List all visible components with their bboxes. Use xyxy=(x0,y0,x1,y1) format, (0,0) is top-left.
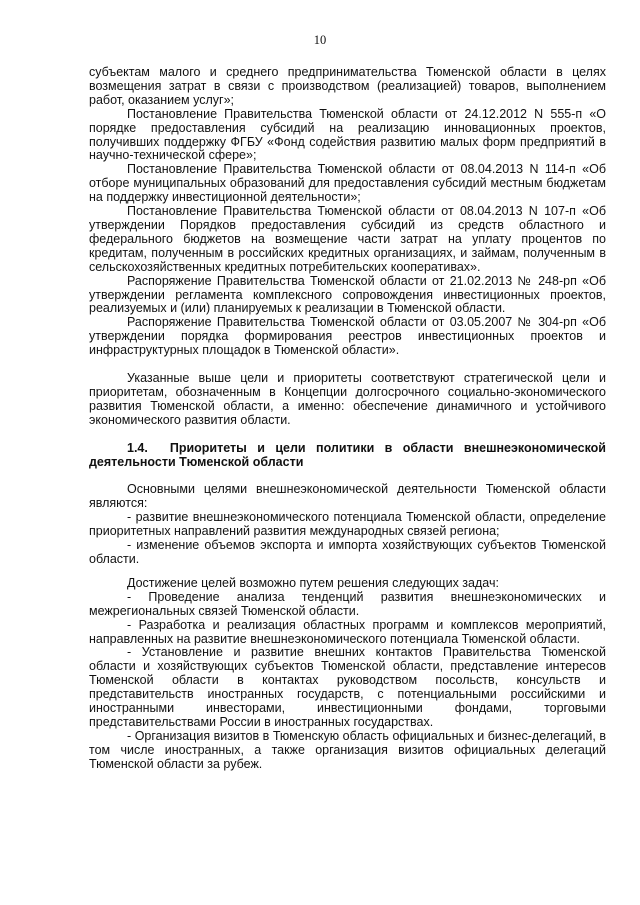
paragraph: Постановление Правительства Тюменской области от 08.04.2013 N 107-п «Об утверждении Порядков предоставления субсидий из средств областного и федерального бюджетов на возмещение части затрат на уплату процентов по кредитам, полученным в российских кредитных организациях, и займам, полученным в сельскохозяйственных кредитных потребительских кооперативах». xyxy=(89,204,606,274)
task-item: - Разработка и реализация областных программ и комплексов мероприятий, направленных на развитие внешнеэкономического потенциала Тюменской области. xyxy=(89,617,606,646)
tasks-intro: Достижение целей возможно путем решения следующих задач: xyxy=(127,575,499,590)
paragraph: Постановление Правительства Тюменской области от 08.04.2013 N 114-п «Об отборе муниципальных образований для предоставления субсидий местным бюджетам на поддержку инвестиционной деятельности»; xyxy=(89,162,606,205)
task-item: - Установление и развитие внешних контактов Правительства Тюменской области и хозяйствующих субъектов Тюменской области, представление интересов Тюменской области в контактах руководством посольств, консульств и представительств иностранных государств, с потенциальными российскими и иностранными инвесторами, инвестиционными фондами, торговыми представительствами России в иностранных государствах. xyxy=(89,645,606,729)
section-title: Приоритеты и цели политики в области внешнеэкономической деятельности Тюменской области xyxy=(89,440,606,469)
task-item: - Организация визитов в Тюменскую область официальных и бизнес-делегаций, в том числе иностранных, а также организация визитов официальных делегаций Тюменской области за рубеж. xyxy=(89,728,606,771)
paragraph: Постановление Правительства Тюменской области от 24.12.2012 N 555-п «О порядке предоставления субсидий на реализацию инновационных проектов, получивших поддержку ФГБУ «Фонд содействия развитию малых форм предприятий в научно-технической сфере»; xyxy=(89,106,606,163)
section-number: 1.4. xyxy=(127,440,148,455)
section-heading xyxy=(89,442,606,470)
document-body xyxy=(89,66,606,772)
goal-item: - развитие внешнеэкономического потенциала Тюменской области, определение приоритетных направлений развития международных связей региона; xyxy=(89,510,606,539)
paragraph: Распоряжение Правительства Тюменской области от 03.05.2007 № 304-рп «Об утверждении порядка формирования реестров инвестиционных проектов и инфраструктурных площадок в Тюменской области». xyxy=(89,315,606,358)
goal-item: - изменение объемов экспорта и импорта хозяйствующих субъектов Тюменской области. xyxy=(89,538,606,566)
page-number: 10 xyxy=(313,33,327,47)
paragraph: Распоряжение Правительства Тюменской области от 21.02.2013 № 248-рп «Об утверждении регламента комплексного сопровождения инвестиционных проектов, реализуемых и (или) планируемых к реализации в Тюменской области. xyxy=(89,273,606,316)
task-item: - Проведение анализа тенденций развития внешнеэкономических и межрегиональных связей Тюменской области. xyxy=(89,589,606,618)
goals-intro: Основными целями внешнеэкономической деятельности Тюменской области являются: xyxy=(89,482,606,511)
paragraph: субъектам малого и среднего предпринимательства Тюменской области в целях возмещения затрат в связи с производством (реализацией) товаров, выполнением работ, оказанием услуг»; xyxy=(89,65,606,107)
summary-paragraph: Указанные выше цели и приоритеты соответствуют стратегической цели и приоритетам, обозначенным в Концепции долгосрочного социально-экономического развития Тюменской области, а именно: обеспечение динамичного и устойчивого экономического развития области. xyxy=(89,371,606,427)
